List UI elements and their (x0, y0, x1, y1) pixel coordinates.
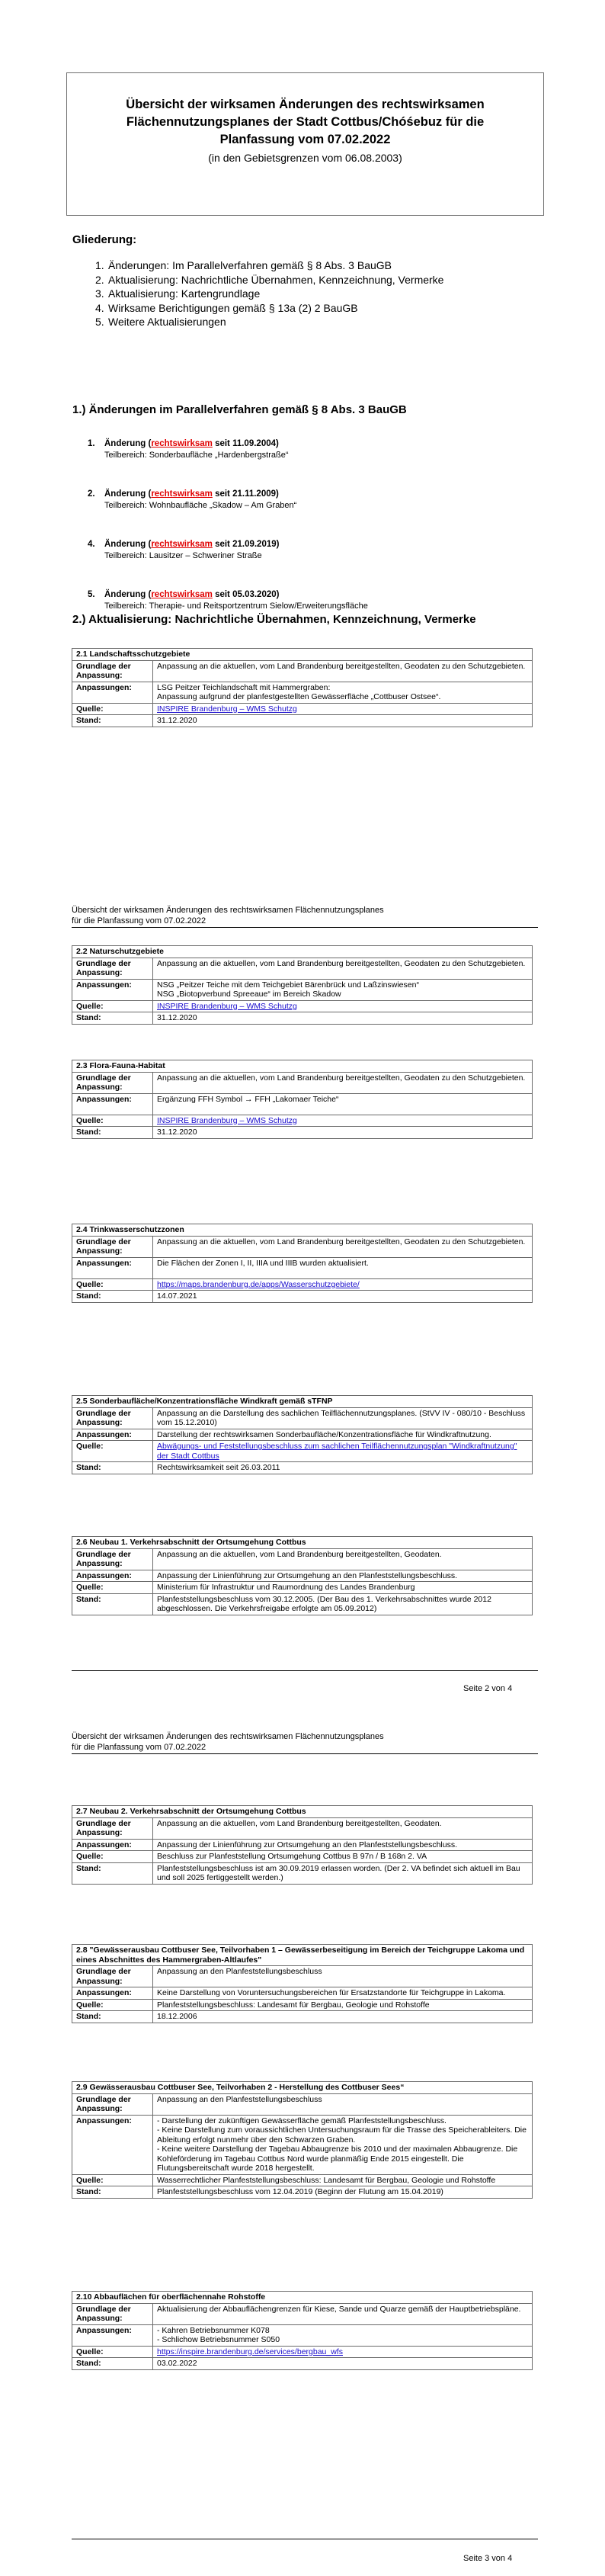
table-row (72, 1012, 533, 1025)
outline-num: 1. (95, 259, 104, 271)
anpassung-line: - Keine Darstellung zum voraussichtlichen Untersuchungsraum für die Trasse des Speicherableiters. Die Ableitung erfolgt nunmehr über den Schwarzen Graben. (157, 2125, 527, 2145)
table-row (72, 1987, 533, 2000)
outline-text: Aktualisierung: Nachrichtliche Übernahmen, Kennzeichnung, Vermerke (108, 273, 444, 286)
document-title: Übersicht der wirksamen Änderungen des rechtswirksamen Flächennutzungsplanes der Stadt Cottbus/Chóśebuz für die Planfassung vom 07.02.2022 (126, 98, 485, 146)
quelle-value: Wasserrechtlicher Planfeststellungsbeschluss: Landesamt für Bergbau, Geologie und Rohstoffe (153, 2174, 533, 2186)
stand-value: 31.12.2020 (153, 1012, 533, 1025)
change-date: seit 21.09.2019) (212, 540, 280, 549)
quelle-value (153, 703, 533, 715)
quelle-value (153, 2346, 533, 2358)
quelle-value: Planfeststellungsbeschluss: Landesamt für Bergbau, Geologie und Rohstoffe (153, 1999, 533, 2011)
table-row (72, 2324, 533, 2346)
stand-value: 03.02.2022 (153, 2358, 533, 2370)
table-title: 2.10 Abbauflächen für oberflächennahe Rohstoffe (72, 2292, 533, 2304)
table-row (72, 2346, 533, 2358)
stand-value: Planfeststellungsbeschluss ist am 30.09.2019 erlassen worden. (Der 2. VA befindet sich aktuell im Bau und soll 2025 fertiggestellt werden.) (153, 1862, 533, 1884)
label-quelle: Quelle: (72, 2346, 153, 2358)
table-row (72, 2303, 533, 2324)
anpassung-line: Anpassung der Linienführung zur Ortsumgehung an den Planfeststellungsbeschluss. (157, 1840, 458, 1849)
outline-num: 2. (95, 273, 104, 286)
table-row (72, 1570, 533, 1582)
anpassung-line: Ergänzung FFH Symbol → FFH „Lakomaer Teiche“ (157, 1094, 339, 1104)
outline-text: Änderungen: Im Parallelverfahren gemäß § 8 Abs. 3 BauGB (108, 259, 392, 271)
label-anpassungen: Anpassungen: (72, 1839, 153, 1851)
info-table (72, 1944, 533, 2023)
grundlage-value: Anpassung an die aktuellen, vom Land Brandenburg bereitgestellten, Geodaten zu den Schutzgebieten. (153, 958, 533, 979)
change-area: Teilbereich: Therapie- und Reitsportzentrum Sielow/Erweiterungsfläche (104, 601, 368, 611)
label-stand: Stand: (72, 1012, 153, 1025)
table-row (72, 1839, 533, 1851)
label-anpassungen: Anpassungen: (72, 1570, 153, 1582)
change-date: seit 05.03.2020) (212, 590, 280, 599)
outline-text: Aktualisierung: Kartengrundlage (108, 287, 261, 300)
change-num: 4. (88, 540, 95, 549)
change-prefix: Änderung ( (104, 540, 152, 549)
label-anpassungen: Anpassungen: (72, 682, 153, 703)
table-row (72, 1429, 533, 1441)
info-table (72, 2291, 533, 2370)
table-row (72, 1000, 533, 1012)
table-title: 2.7 Neubau 2. Verkehrsabschnitt der Ortsumgehung Cottbus (72, 1806, 533, 1818)
anpassung-line: Darstellung der rechtswirksamen Sonderbaufläche/Konzentrationsfläche für Windkraftnutzung. (157, 1429, 491, 1439)
source-link[interactable]: INSPIRE Brandenburg – WMS Schutzg (157, 704, 297, 714)
label-anpassungen: Anpassungen: (72, 1257, 153, 1278)
table-row (72, 2082, 533, 2094)
label-quelle: Quelle: (72, 1115, 153, 1127)
anpassungen-value (153, 1429, 533, 1441)
label-stand: Stand: (72, 2358, 153, 2370)
grundlage-value: Anpassung an die aktuellen, vom Land Brandenburg bereitgestellten, Geodaten. (153, 1548, 533, 1570)
table-row (72, 2174, 533, 2186)
table-row (72, 1060, 533, 1073)
change-num: 5. (88, 590, 95, 599)
label-stand: Stand: (72, 2011, 153, 2023)
change-prefix: Änderung ( (104, 439, 152, 448)
grundlage-value: Anpassung an die Darstellung des sachlichen Teilflächennutzungsplanes. (StVV IV - 080/10 - Beschluss vom 15.12.2010) (153, 1407, 533, 1429)
label-stand: Stand: (72, 715, 153, 727)
table-title: 2.8 "Gewässerausbau Cottbuser See, Teilvorhaben 1 – Gewässerbeseitigung im Bereich der Teichgruppe Lakoma und eines Abschnittes des Hammergraben-Altlaufes" (72, 1945, 533, 1966)
table-row (72, 1945, 533, 1966)
table-row (72, 715, 533, 727)
table-row (72, 1862, 533, 1884)
quelle-value (153, 1115, 533, 1127)
table-row (72, 682, 533, 703)
anpassungen-value (153, 1257, 533, 1278)
info-table (72, 1536, 533, 1615)
table-row (72, 1817, 533, 1839)
table-row (72, 1462, 533, 1474)
grundlage-value: Anpassung an die aktuellen, vom Land Brandenburg bereitgestellten, Geodaten zu den Schutzgebieten. (153, 1072, 533, 1093)
label-grundlage: Grundlage der Anpassung: (72, 1072, 153, 1093)
table-row (72, 1548, 533, 1570)
change-area: Teilbereich: Lausitzer – Schweriner Straße (104, 551, 262, 560)
anpassung-line: NSG „Peitzer Teiche mit dem Teichgebiet Bärenbrück und Laßzinswiesen“ (157, 980, 419, 990)
info-table (72, 648, 533, 727)
table-row (72, 1224, 533, 1237)
outline-heading: Gliederung: (72, 233, 137, 246)
label-quelle: Quelle: (72, 703, 153, 715)
source-link[interactable]: INSPIRE Brandenburg – WMS Schutzg (157, 1001, 297, 1011)
running-header-line2: für die Planfassung vom 07.02.2022 (72, 1743, 206, 1752)
table-row (72, 1115, 533, 1127)
source-link[interactable]: INSPIRE Brandenburg – WMS Schutzg (157, 1115, 297, 1125)
table-row (72, 2093, 533, 2115)
anpassung-line: - Kahren Betriebsnummer K078 (157, 2325, 270, 2335)
footer-rule (72, 1670, 538, 1671)
label-quelle: Quelle: (72, 1999, 153, 2011)
outline-num: 4. (95, 301, 104, 314)
grundlage-value: Anpassung an die aktuellen, vom Land Brandenburg bereitgestellten, Geodaten. (153, 1817, 533, 1839)
table-title: 2.6 Neubau 1. Verkehrsabschnitt der Ortsumgehung Cottbus (72, 1537, 533, 1549)
stand-value: Planfeststellungsbeschluss vom 12.04.2019 (Beginn der Flutung am 15.04.2019) (153, 2186, 533, 2199)
grundlage-value: Anpassung an die aktuellen, vom Land Brandenburg bereitgestellten, Geodaten zu den Schutzgebieten. (153, 660, 533, 682)
label-grundlage: Grundlage der Anpassung: (72, 1548, 153, 1570)
table-row (72, 946, 533, 958)
change-area: Teilbereich: Wohnbaufläche „Skadow – Am Graben“ (104, 501, 297, 510)
label-anpassungen: Anpassungen: (72, 2115, 153, 2174)
label-anpassungen: Anpassungen: (72, 1987, 153, 2000)
table-row (72, 649, 533, 661)
table-title: 2.2 Naturschutzgebiete (72, 946, 533, 958)
stand-value: 14.07.2021 (153, 1291, 533, 1303)
quelle-value: Beschluss zur Planfeststellung Ortsumgehung Cottbus B 97n / B 168n 2. VA (153, 1851, 533, 1863)
info-table (72, 1060, 533, 1139)
table-row (72, 979, 533, 1000)
grundlage-value: Anpassung an die aktuellen, vom Land Brandenburg bereitgestellten, Geodaten zu den Schutzgebieten. (153, 1236, 533, 1257)
grundlage-value: Anpassung an den Planfeststellungsbeschluss (153, 1966, 533, 1987)
anpassung-line: - Keine weitere Darstellung der Tagebau Abbaugrenze bis 2010 und der maximalen Abbaugrenze. Die Kohleförderung im Tagebau Cottbus Nord wurde planmäßig Ende 2015 eingestellt. Die Flutungsbereitschaft wurde 2018 hergestellt. (157, 2145, 518, 2173)
document-subtitle: (in den Gebietsgrenzen vom 06.08.2003) (208, 152, 402, 164)
label-grundlage: Grundlage der Anpassung: (72, 1817, 153, 1839)
anpassungen-value (153, 979, 533, 1000)
quelle-value (153, 1000, 533, 1012)
label-grundlage: Grundlage der Anpassung: (72, 958, 153, 979)
table-title: 2.9 Gewässerausbau Cottbuser See, Teilvorhaben 2 - Herstellung des Cottbuser Sees“ (72, 2082, 533, 2094)
anpassung-line (157, 1268, 529, 1278)
table-row (72, 1093, 533, 1115)
anpassung-line: - Schlichow Betriebsnummer S050 (157, 2335, 280, 2344)
running-header-line1: Übersicht der wirksamen Änderungen des rechtswirksamen Flächennutzungsplanes (72, 1732, 384, 1741)
running-header (72, 1731, 538, 1754)
table-row (72, 1999, 533, 2011)
stand-value: Rechtswirksamkeit seit 26.03.2011 (153, 1462, 533, 1474)
change-prefix: Änderung ( (104, 489, 152, 499)
info-table (72, 1224, 533, 1303)
table-title: 2.1 Landschaftsschutzgebiete (72, 649, 533, 661)
anpassung-line: - Darstellung der zukünftigen Gewässerfläche gemäß Planfeststellungsbeschluss. (157, 2116, 447, 2125)
label-quelle: Quelle: (72, 1851, 153, 1863)
label-grundlage: Grundlage der Anpassung: (72, 2303, 153, 2324)
running-header-line1: Übersicht der wirksamen Änderungen des rechtswirksamen Flächennutzungsplanes (72, 906, 384, 915)
info-table (72, 1395, 533, 1474)
stand-value: Planfeststellungsbeschluss vom 30.12.2005. (Der Bau des 1. Verkehrsabschnittes wurde 2012 abgeschlossen. Die Verkehrsfreigabe erfolgte am 05.09.2012) (153, 1593, 533, 1615)
table-row (72, 703, 533, 715)
label-anpassungen: Anpassungen: (72, 2324, 153, 2346)
outline-item (95, 287, 443, 301)
change-prefix: Änderung ( (104, 590, 152, 599)
label-stand: Stand: (72, 1462, 153, 1474)
label-quelle: Quelle: (72, 1582, 153, 1594)
label-grundlage: Grundlage der Anpassung: (72, 1407, 153, 1429)
grundlage-value: Aktualisierung der Abbauflächengrenzen für Kiese, Sande und Quarze gemäß der Hauptbetriebspläne. (153, 2303, 533, 2324)
status-link[interactable]: rechtswirksam (151, 540, 213, 549)
anpassungen-value (153, 1093, 533, 1115)
anpassungen-value (153, 1839, 533, 1851)
anpassung-line: LSG Peitzer Teichlandschaft mit Hammergraben: (157, 682, 331, 692)
label-anpassungen: Anpassungen: (72, 1093, 153, 1115)
outline-list (95, 258, 443, 329)
quelle-value (153, 1278, 533, 1291)
table-row (72, 1127, 533, 1139)
table-row (72, 958, 533, 979)
change-item (88, 539, 368, 589)
anpassungen-value (153, 2115, 533, 2174)
running-header (72, 905, 538, 928)
title-box (66, 72, 544, 216)
anpassung-line: Anpassung der Linienführung zur Ortsumgehung an den Planfeststellungsbeschluss. (157, 1570, 458, 1580)
label-stand: Stand: (72, 1862, 153, 1884)
change-num: 2. (88, 489, 95, 499)
outline-num: 5. (95, 316, 104, 328)
outline-num: 3. (95, 287, 104, 300)
section1-heading: 1.) Änderungen im Parallelverfahren gemäß § 8 Abs. 3 BauGB (72, 403, 407, 416)
table-row (72, 1257, 533, 1278)
source-link[interactable]: https://maps.brandenburg.de/apps/Wasserschutzgebiete/ (157, 1279, 360, 1289)
anpassung-line: Keine Darstellung von Voruntersuchungsbereichen für Ersatzstandorte für Teichgruppe in Lakoma. (157, 1988, 506, 1997)
table-row (72, 1537, 533, 1549)
stand-value: 31.12.2020 (153, 715, 533, 727)
table-row (72, 1582, 533, 1594)
table-row (72, 2358, 533, 2370)
table-row (72, 1396, 533, 1408)
label-quelle: Quelle: (72, 1441, 153, 1462)
table-row (72, 1236, 533, 1257)
grundlage-value: Anpassung an den Planfeststellungsbeschluss (153, 2093, 533, 2115)
change-item (88, 438, 368, 489)
anpassung-line: Die Flächen der Zonen I, II, IIIA und IIIB wurden aktualisiert. (157, 1258, 369, 1268)
table-row (72, 2115, 533, 2174)
label-stand: Stand: (72, 1127, 153, 1139)
page-number: Seite 3 von 4 (463, 2554, 513, 2563)
anpassung-line (157, 1104, 529, 1114)
running-header-line2: für die Planfassung vom 07.02.2022 (72, 916, 206, 925)
change-item (88, 489, 368, 539)
quelle-value: Ministerium für Infrastruktur und Raumordnung des Landes Brandenburg (153, 1582, 533, 1594)
outline-item (95, 258, 443, 273)
anpassungen-value (153, 1570, 533, 1582)
label-grundlage: Grundlage der Anpassung: (72, 1966, 153, 1987)
label-grundlage: Grundlage der Anpassung: (72, 660, 153, 682)
info-table (72, 945, 533, 1025)
anpassung-line: Anpassung aufgrund der planfestgestellten Gewässerfläche „Cottbuser Ostsee“. (157, 692, 441, 701)
table-row (72, 2292, 533, 2304)
anpassungen-value (153, 1987, 533, 2000)
table-row (72, 1441, 533, 1462)
label-grundlage: Grundlage der Anpassung: (72, 1236, 153, 1257)
label-quelle: Quelle: (72, 1000, 153, 1012)
table-row (72, 1806, 533, 1818)
status-link[interactable]: rechtswirksam (151, 439, 213, 448)
outline-item (95, 315, 443, 329)
label-stand: Stand: (72, 1593, 153, 1615)
table-row (72, 1851, 533, 1863)
outline-text: Wirksame Berichtigungen gemäß § 13a (2) 2 BauGB (108, 301, 358, 314)
outline-text: Weitere Aktualisierungen (108, 316, 226, 328)
label-grundlage: Grundlage der Anpassung: (72, 2093, 153, 2115)
change-date: seit 21.11.2009) (212, 489, 279, 499)
status-link[interactable]: rechtswirksam (151, 590, 213, 599)
anpassungen-value (153, 682, 533, 703)
info-table (72, 1805, 533, 1885)
table-row (72, 2011, 533, 2023)
table-row (72, 2186, 533, 2199)
table-title: 2.4 Trinkwasserschutzzonen (72, 1224, 533, 1237)
table-title: 2.5 Sonderbaufläche/Konzentrationsfläche Windkraft gemäß sTFNP (72, 1396, 533, 1408)
label-quelle: Quelle: (72, 1278, 153, 1291)
status-link[interactable]: rechtswirksam (151, 489, 213, 499)
label-anpassungen: Anpassungen: (72, 1429, 153, 1441)
stand-value: 18.12.2006 (153, 2011, 533, 2023)
label-anpassungen: Anpassungen: (72, 979, 153, 1000)
table-row (72, 1966, 533, 1987)
quelle-value (153, 1441, 533, 1462)
table-row (72, 1278, 533, 1291)
anpassungen-value (153, 2324, 533, 2346)
label-stand: Stand: (72, 1291, 153, 1303)
label-quelle: Quelle: (72, 2174, 153, 2186)
table-row (72, 1407, 533, 1429)
anpassung-line: NSG „Biotopverbund Spreeaue“ im Bereich Skadow (157, 990, 341, 999)
info-table (72, 2081, 533, 2199)
table-row (72, 1593, 533, 1615)
stand-value: 31.12.2020 (153, 1127, 533, 1139)
table-row (72, 1291, 533, 1303)
section2-heading: 2.) Aktualisierung: Nachrichtliche Übernahmen, Kennzeichnung, Vermerke (72, 613, 476, 626)
table-row (72, 660, 533, 682)
change-num: 1. (88, 439, 95, 448)
change-date: seit 11.09.2004) (212, 439, 279, 448)
outline-item (95, 301, 443, 316)
changes-list (88, 438, 368, 640)
source-link[interactable]: https://inspire.brandenburg.de/services/bergbau_wfs (157, 2347, 343, 2356)
source-link[interactable]: Abwägungs- und Feststellungsbeschluss zum sachlichen Teilflächennutzungsplan "Windkraftnutzung" der Stadt Cottbus (157, 1442, 517, 1461)
page-number: Seite 2 von 4 (463, 1684, 513, 1693)
label-stand: Stand: (72, 2186, 153, 2199)
table-title: 2.3 Flora-Fauna-Habitat (72, 1060, 533, 1073)
change-area: Teilbereich: Sonderbaufläche „Hardenbergstraße“ (104, 451, 289, 460)
table-row (72, 1072, 533, 1093)
outline-item (95, 273, 443, 287)
